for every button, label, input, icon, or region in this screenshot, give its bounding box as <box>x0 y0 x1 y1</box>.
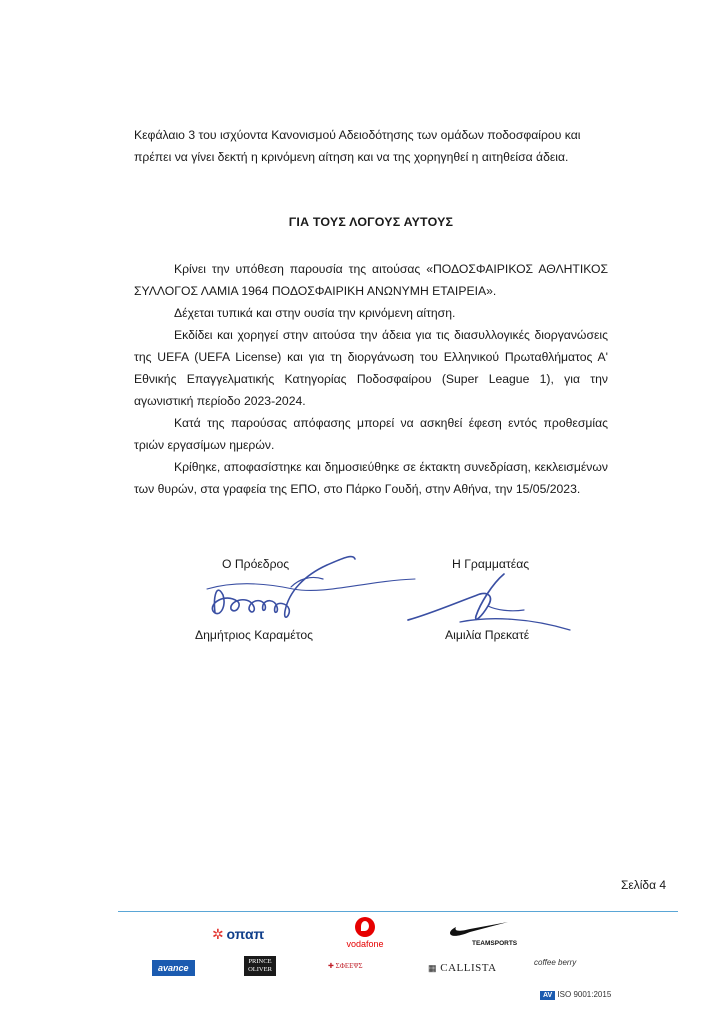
opap-logo-text: οπαπ <box>226 926 265 942</box>
vodafone-mark-icon <box>355 917 375 937</box>
intro-line-1: Κεφάλαιο 3 του ισχύοντα Κανονισμού Αδειοδότησης των ομάδων ποδοσφαίρου και <box>134 128 581 142</box>
nike-swoosh-icon <box>448 921 510 937</box>
iso-badge-icon: AV <box>540 991 555 1000</box>
teamsports-text: TEAMSPORTS <box>472 940 518 947</box>
intro-line-2: πρέπει να γίνει δεκτή η κρινόμενη αίτηση και να της χορηγηθεί η αιτηθείσα άδεια. <box>134 150 569 164</box>
callista-logo <box>428 962 497 974</box>
signature-title-president: Ο Πρόεδρος <box>222 557 290 571</box>
page-number: Σελίδα 4 <box>621 878 667 892</box>
iso-certification <box>540 990 611 1000</box>
opap-logo <box>212 926 264 943</box>
signature-name-secretary: Αιμιλία Πρεκατέ <box>445 628 530 642</box>
secretary-signature-mark <box>400 570 580 635</box>
decision-paragraphs <box>134 258 608 500</box>
sfeeps-logo-text: ΣΦΕΕΨΣ <box>335 962 363 970</box>
coffee-berry-logo-text: coffee berry <box>534 958 577 967</box>
iso-text: ISO 9001:2015 <box>557 990 612 999</box>
callista-mark-icon: ▦ <box>428 963 438 973</box>
vodafone-logo-text: vodafone <box>346 939 384 949</box>
prince-oliver-logo: PRINCE OLIVER <box>244 956 276 976</box>
avance-logo: avance <box>152 960 195 976</box>
intro-paragraph <box>134 124 608 168</box>
paragraph-4: Κατά της παρούσας απόφασης μπορεί να ασκηθεί έφεση εντός προθεσμίας τριών εργασίμων ημερών. <box>134 416 608 452</box>
opap-star-icon: ✲ <box>212 926 224 942</box>
paragraph-3: Εκδίδει και χορηγεί στην αιτούσα την άδεια για τις διασυλλογικές διοργανώσεις της UEFA (UEFA License) και για τη διοργάνωση του Ελληνικού Πρωταθλήματος Α' Εθνικής Επαγγελματικής Κατηγορίας Ποδοσφαίρου (Super League 1), για την αγωνιστική περίοδο 2023-2024. <box>134 328 608 408</box>
paragraph-1: Κρίνει την υπόθεση παρουσία της αιτούσας «ΠΟΔΟΣΦΑΙΡΙΚΟΣ ΑΘΛΗΤΙΚΟΣ ΣΥΛΛΟΓΟΣ ΛΑΜΙΑ 1964 ΠΟΔΟΣΦΑΙΡΙΚΗ ΑΝΩΝΥΜΗ ΕΤΑΙΡΕΙΑ». <box>134 262 608 298</box>
signature-name-president: Δημήτριος Καραμέτος <box>195 628 313 642</box>
callista-logo-text: CALLISTA <box>440 962 497 974</box>
footer-divider <box>118 911 678 912</box>
nike-teamsports-logo <box>448 921 517 947</box>
sfeeps-emblem-icon: ✚ <box>328 962 334 970</box>
president-signature-mark <box>195 545 420 635</box>
vodafone-logo <box>340 917 390 950</box>
paragraph-5: Κρίθηκε, αποφασίστηκε και δημοσιεύθηκε σε έκτακτη συνεδρίαση, κεκλεισμένων των θυρών, στα γραφεία της ΕΠΟ, στο Πάρκο Γουδή, στην Αθήνα, την 15/05/2023. <box>134 460 608 496</box>
coffee-berry-logo <box>534 958 576 967</box>
paragraph-2: Δέχεται τυπικά και στην ουσία την κρινόμενη αίτηση. <box>174 306 456 320</box>
signature-title-secretary: Η Γραμματέας <box>452 557 530 571</box>
section-heading: ΓΙΑ ΤΟΥΣ ΛΟΓΟΥΣ ΑΥΤΟΥΣ <box>288 215 454 229</box>
sfeeps-logo <box>328 962 363 970</box>
